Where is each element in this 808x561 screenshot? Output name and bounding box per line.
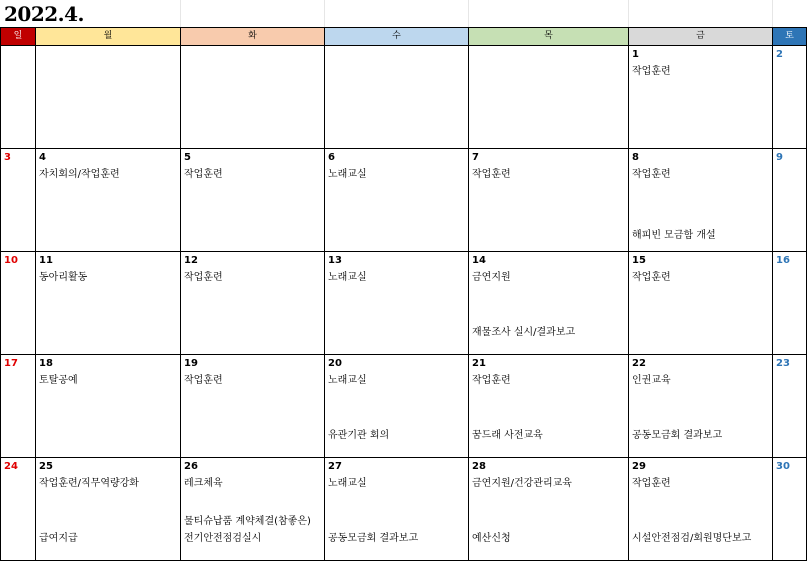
header-monday[interactable]: 월 xyxy=(36,28,181,46)
day-cell[interactable] xyxy=(629,149,773,252)
day-cell[interactable] xyxy=(469,46,629,149)
event-text: 노래교실 xyxy=(328,272,367,283)
day-number: 15 xyxy=(632,255,646,266)
day-cell[interactable] xyxy=(469,355,629,458)
event-text: 작업훈련 xyxy=(184,375,223,386)
day-number: 12 xyxy=(184,255,198,266)
event-text: 자치회의/작업훈련 xyxy=(39,169,120,180)
event-text: 작업훈련 xyxy=(472,169,511,180)
day-number: 22 xyxy=(632,358,646,369)
day-cell[interactable] xyxy=(1,149,36,252)
day-cell[interactable] xyxy=(1,458,36,561)
day-cell[interactable] xyxy=(629,458,773,561)
day-cell[interactable] xyxy=(325,355,469,458)
header-thursday[interactable]: 목 xyxy=(469,28,629,46)
event-text: 레크체육 xyxy=(184,478,223,489)
event-text: 전기안전점검실시 xyxy=(184,533,262,544)
event-text: 해피빈 모금함 개설 xyxy=(632,230,716,241)
week-row xyxy=(1,355,807,458)
calendar-title: 2022.4. xyxy=(4,2,85,26)
day-cell[interactable] xyxy=(181,458,325,561)
day-cell[interactable] xyxy=(773,46,807,149)
day-cell[interactable] xyxy=(36,46,181,149)
gridline xyxy=(772,0,773,27)
day-cell[interactable] xyxy=(181,149,325,252)
day-number: 17 xyxy=(4,358,18,369)
day-cell[interactable] xyxy=(629,355,773,458)
gridline xyxy=(180,0,181,27)
event-text: 작업훈련/직무역량강화 xyxy=(39,478,139,489)
day-number: 18 xyxy=(39,358,53,369)
day-number: 27 xyxy=(328,461,342,472)
weekday-header-row xyxy=(1,28,807,46)
day-cell[interactable] xyxy=(36,355,181,458)
day-number: 2 xyxy=(776,49,783,60)
day-cell[interactable] xyxy=(1,252,36,355)
event-text: 유관기관 회의 xyxy=(328,430,390,441)
day-number: 1 xyxy=(632,49,639,60)
event-text: 작업훈련 xyxy=(632,478,671,489)
day-cell[interactable] xyxy=(469,149,629,252)
event-text: 동아리활동 xyxy=(39,272,88,283)
event-text: 공동모금회 결과보고 xyxy=(632,430,723,441)
day-cell[interactable] xyxy=(469,252,629,355)
day-number: 10 xyxy=(4,255,18,266)
event-text: 작업훈련 xyxy=(632,272,671,283)
day-number: 26 xyxy=(184,461,198,472)
event-text: 노래교실 xyxy=(328,478,367,489)
gridline xyxy=(628,0,629,27)
day-number: 6 xyxy=(328,152,335,163)
event-text: 시설안전점검/회원명단보고 xyxy=(632,533,752,544)
day-number: 16 xyxy=(776,255,790,266)
day-number: 9 xyxy=(776,152,783,163)
event-text: 작업훈련 xyxy=(632,169,671,180)
day-number: 14 xyxy=(472,255,486,266)
day-cell[interactable] xyxy=(629,46,773,149)
day-cell[interactable] xyxy=(1,355,36,458)
event-text: 재물조사 실시/결과보고 xyxy=(472,327,576,338)
day-number: 3 xyxy=(4,152,11,163)
day-cell[interactable] xyxy=(181,252,325,355)
day-number: 13 xyxy=(328,255,342,266)
day-number: 23 xyxy=(776,358,790,369)
day-cell[interactable] xyxy=(773,458,807,561)
day-number: 7 xyxy=(472,152,479,163)
day-number: 8 xyxy=(632,152,639,163)
day-cell[interactable] xyxy=(469,458,629,561)
event-text: 꿈드래 사전교육 xyxy=(472,430,543,441)
event-text: 급여지급 xyxy=(39,533,78,544)
gridline xyxy=(468,0,469,27)
week-row xyxy=(1,46,807,149)
day-cell[interactable] xyxy=(36,458,181,561)
gridline xyxy=(324,0,325,27)
event-text: 작업훈련 xyxy=(632,66,671,77)
day-cell[interactable] xyxy=(325,46,469,149)
day-number: 28 xyxy=(472,461,486,472)
event-text: 인권교육 xyxy=(632,375,671,386)
day-cell[interactable] xyxy=(325,458,469,561)
day-cell[interactable] xyxy=(773,252,807,355)
event-text: 노래교실 xyxy=(328,169,367,180)
calendar-table xyxy=(0,27,807,561)
day-cell[interactable] xyxy=(1,46,36,149)
day-number: 4 xyxy=(39,152,46,163)
event-text: 작업훈련 xyxy=(184,169,223,180)
day-number: 30 xyxy=(776,461,790,472)
day-number: 11 xyxy=(39,255,53,266)
week-row xyxy=(1,149,807,252)
day-cell[interactable] xyxy=(36,149,181,252)
event-text: 노래교실 xyxy=(328,375,367,386)
header-friday[interactable]: 금 xyxy=(629,28,773,46)
day-cell[interactable] xyxy=(36,252,181,355)
event-text: 금연지원/건강관리교육 xyxy=(472,478,572,489)
event-text: 예산신청 xyxy=(472,533,511,544)
day-cell[interactable] xyxy=(629,252,773,355)
day-number: 25 xyxy=(39,461,53,472)
event-text: 작업훈련 xyxy=(184,272,223,283)
event-text: 토탈공예 xyxy=(39,375,78,386)
day-cell[interactable] xyxy=(325,252,469,355)
day-cell[interactable] xyxy=(773,149,807,252)
header-saturday[interactable]: 토 xyxy=(773,28,807,46)
event-text: 공동모금회 결과보고 xyxy=(328,533,419,544)
day-number: 21 xyxy=(472,358,486,369)
day-cell[interactable] xyxy=(181,46,325,149)
header-sunday[interactable]: 일 xyxy=(1,28,36,46)
event-text: 작업훈련 xyxy=(472,375,511,386)
day-number: 20 xyxy=(328,358,342,369)
day-number: 29 xyxy=(632,461,646,472)
day-cell[interactable] xyxy=(181,355,325,458)
week-row xyxy=(1,458,807,561)
header-wednesday[interactable]: 수 xyxy=(325,28,469,46)
week-row xyxy=(1,252,807,355)
event-text: 물티슈납품 계약체결(참좋은) xyxy=(184,516,311,527)
day-number: 5 xyxy=(184,152,191,163)
event-text: 금연지원 xyxy=(472,272,511,283)
day-number: 19 xyxy=(184,358,198,369)
day-number: 24 xyxy=(4,461,18,472)
day-cell[interactable] xyxy=(773,355,807,458)
day-cell[interactable] xyxy=(325,149,469,252)
header-tuesday[interactable]: 화 xyxy=(181,28,325,46)
